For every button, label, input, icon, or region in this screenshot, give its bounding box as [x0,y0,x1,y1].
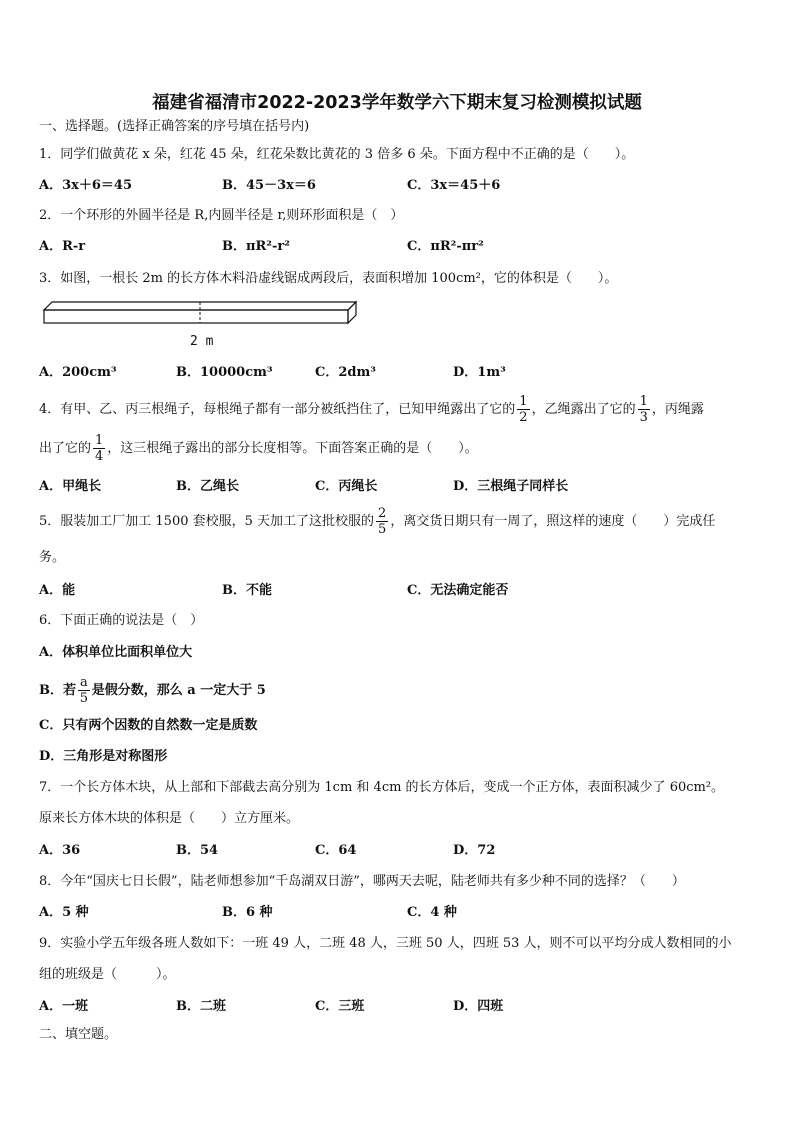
fraction-denominator: 5 [378,522,387,537]
q6-option-b-text: 是假分数，那么 a 一定大于 5 [91,683,266,698]
q8-stem: 8．今年“国庆七日长假”，陆老师想参加“千岛湖双日游”，哪两天去呢，陆老师共有多少种不同的选择？（ ） [39,874,685,889]
fraction-numerator: a [80,675,88,690]
q3-option-c[interactable]: C．2dm³ [315,365,376,380]
q5-line1 [39,505,715,539]
q4-option-a[interactable]: A．甲绳长 [39,479,102,494]
q7-line1: 7．一个长方体木块，从上部和下部截去高分别为 1cm 和 4cm 的长方体后，变成一个正方体，表面积减少了 60cm²。 [39,780,725,795]
wood-beam-figure [40,298,360,330]
q7-option-b[interactable]: B．54 [176,843,219,858]
q6-stem: 6．下面正确的说法是（ ） [39,613,204,628]
q7-line2: 原来长方体木块的体积是（ ）立方厘米。 [39,811,300,826]
fraction-one-third [638,394,650,425]
q1-stem: 1．同学们做黄花 x 朵，红花 45 朵，红花朵数比黄花的 3 倍多 6 朵。下面方程中不正确的是（ ）。 [39,147,635,162]
section-heading-choice: 一、选择题。(选择正确答案的序号填在括号内) [39,119,310,134]
q5-option-c[interactable]: C．无法确定能否 [407,583,509,598]
q8-option-b[interactable]: B．6 种 [222,905,273,920]
q9-line2: 组的班级是（ ）。 [39,967,176,982]
q4-option-c[interactable]: C．丙绳长 [315,479,378,494]
fraction-numerator: 1 [639,394,648,409]
q3-option-a[interactable]: A．200cm³ [39,365,117,380]
fraction-numerator: 1 [519,394,528,409]
fraction-a-over-5 [78,675,90,706]
q4-option-b[interactable]: B．乙绳长 [176,479,239,494]
q4-text-e: ，这三根绳子露出的部分长度相等。下面答案正确的是（ ）。 [107,441,478,456]
fraction-numerator: 2 [378,506,387,521]
q6-option-b-prefix: B．若 [39,683,76,698]
fraction-one-quarter [93,433,105,464]
q9-option-b[interactable]: B．二班 [176,999,226,1014]
q8-option-c[interactable]: C．4 种 [407,905,457,920]
q9-option-c[interactable]: C．三班 [315,999,365,1014]
q6-option-a[interactable]: A．体积单位比面积单位大 [39,645,193,660]
section-heading-fill: 二、填空题。 [39,1027,118,1042]
q2-stem: 2．一个环形的外圆半径是 R,内圆半径是 r,则环形面积是（ ） [39,208,404,223]
q7-option-c[interactable]: C．64 [315,843,357,858]
q4-text-d: 出了它的 [39,441,92,456]
q9-option-d[interactable]: D．四班 [453,999,504,1014]
figure-length-label: 2 m [190,334,214,349]
q1-option-b[interactable]: B．45－3x＝6 [222,178,316,193]
fraction-denominator: 5 [79,691,89,706]
fraction-denominator: 2 [519,410,528,425]
page-title: 福建省福清市2022-2023学年数学六下期末复习检测模拟试题 [152,93,642,113]
fraction-denominator: 4 [95,449,104,464]
q2-option-c[interactable]: C．πR²-πr² [407,239,484,254]
fraction-one-half [517,394,529,425]
q1-option-a[interactable]: A．3x＋6＝45 [39,178,133,193]
fraction-two-fifths [376,506,388,537]
q3-option-b[interactable]: B．10000cm³ [176,365,273,380]
q5-text-a: 5．服装加工厂加工 1500 套校服，5 天加工了这批校服的 [39,514,375,529]
q4-line1 [39,393,704,427]
q2-option-a[interactable]: A．R-r [39,239,86,254]
q2-option-b[interactable]: B．πR²-r² [222,239,290,254]
q9-option-a[interactable]: A．一班 [39,999,89,1014]
q5-option-a[interactable]: A．能 [39,583,76,598]
fraction-denominator: 3 [639,410,648,425]
q4-text-a: 4．有甲、乙、丙三根绳子，每根绳子都有一部分被纸挡住了，已知甲绳露出了它的 [39,402,516,417]
q6-option-b[interactable] [39,674,266,708]
q4-line2 [39,432,478,466]
q4-text-c: ，丙绳露 [651,402,704,417]
q8-option-a[interactable]: A．5 种 [39,905,89,920]
q6-option-d[interactable]: D．三角形是对称图形 [39,749,168,764]
fraction-numerator: 1 [95,433,104,448]
q6-option-c[interactable]: C．只有两个因数的自然数一定是质数 [39,718,258,733]
q4-option-d[interactable]: D．三根绳子同样长 [453,479,569,494]
q7-option-a[interactable]: A．36 [39,843,81,858]
q5-text-b: ，离交货日期只有一周了，照这样的速度（ ）完成任 [390,514,716,529]
q3-stem: 3．如图，一根长 2m 的长方体木料沿虚线锯成两段后，表面积增加 100cm²，它的体积是（ ）。 [39,271,618,286]
q9-line1: 9．实验小学五年级各班人数如下：一班 49 人，二班 48 人，三班 50 人，四班 53 人，则不可以平均分成人数相同的小 [39,936,732,951]
q5-line2: 务。 [39,550,66,565]
q4-text-b: ，乙绳露出了它的 [531,402,636,417]
q7-option-d[interactable]: D．72 [453,843,496,858]
q5-option-b[interactable]: B．不能 [222,583,272,598]
q1-option-c[interactable]: C．3x＝45＋6 [407,178,501,193]
q3-option-d[interactable]: D．1m³ [453,365,506,380]
